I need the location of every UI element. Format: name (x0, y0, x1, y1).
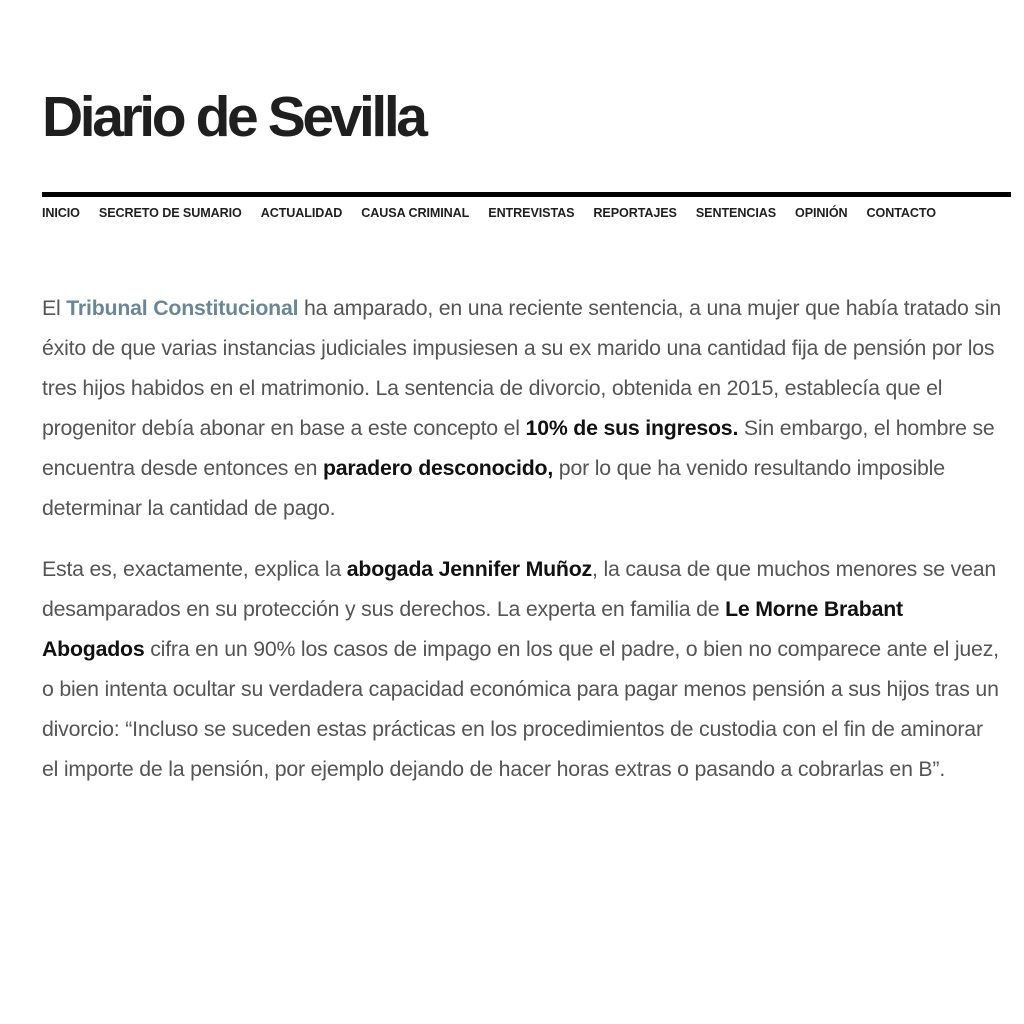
text-span: , la causa de que muchos menores se vean desamparados en su protección y sus derechos. La experta en familia de (42, 557, 996, 621)
bold-highlight: Le Morne Brabant Abogados (42, 597, 903, 661)
nav-item-entrevistas[interactable]: ENTREVISTAS (488, 206, 575, 220)
article-body (42, 288, 1002, 810)
nav-item-reportajes[interactable]: REPORTAJES (593, 206, 677, 220)
nav-item-inicio[interactable]: INICIO (42, 206, 80, 220)
text-span: ha amparado, en una reciente sentencia, a una mujer que había tratado sin éxito de que varias instancias judiciales impusiesen a su ex marido una cantidad fija de pensión por los tres hijos habidos en el matrimonio. La sentencia de divorcio, obtenida en 2015, establecía que el progenitor debía abonar en base a este concepto el (42, 296, 1001, 440)
bold-highlight: paradero desconocido, (322, 456, 554, 480)
nav-item-opinion[interactable]: OPINIÓN (795, 206, 848, 220)
site-logo[interactable]: Diario de Sevilla (42, 85, 425, 149)
header-divider (42, 192, 1011, 197)
bold-highlight: 10% de sus ingresos. (525, 416, 739, 440)
text-span: Sin embargo, el hombre se encuentra desde entonces en (42, 416, 995, 480)
text-span: cifra en un 90% los casos de impago en los que el padre, o bien no comparece ante el juez, o bien intenta ocultar su verdadera capacidad económica para pagar menos pensión a sus hijos tras un divorcio: “Incluso se suceden estas prácticas en los procedimientos de custodia con el fin de aminorar el importe de la pensión, por ejemplo dejando de hacer horas extras o pasando a cobrarlas en B”. (42, 637, 999, 781)
article-paragraph-1 (42, 288, 1002, 528)
main-nav (42, 206, 955, 224)
nav-item-actualidad[interactable]: ACTUALIDAD (260, 206, 343, 220)
article-paragraph-2 (42, 549, 1002, 789)
nav-item-contacto[interactable]: CONTACTO (866, 206, 936, 220)
nav-item-sentencias[interactable]: SENTENCIAS (695, 206, 777, 220)
nav-item-secreto-de-sumario[interactable]: SECRETO DE SUMARIO (98, 206, 242, 220)
bold-highlight: abogada Jennifer Muñoz (346, 557, 593, 581)
tribunal-constitucional-link[interactable]: Tribunal Constitucional (66, 296, 299, 320)
nav-item-causa-criminal[interactable]: CAUSA CRIMINAL (361, 206, 470, 220)
text-span: por lo que ha venido resultando imposible determinar la cantidad de pago. (42, 456, 945, 520)
text-span: Esta es, exactamente, explica la (42, 557, 347, 581)
text-span: El (42, 296, 67, 320)
